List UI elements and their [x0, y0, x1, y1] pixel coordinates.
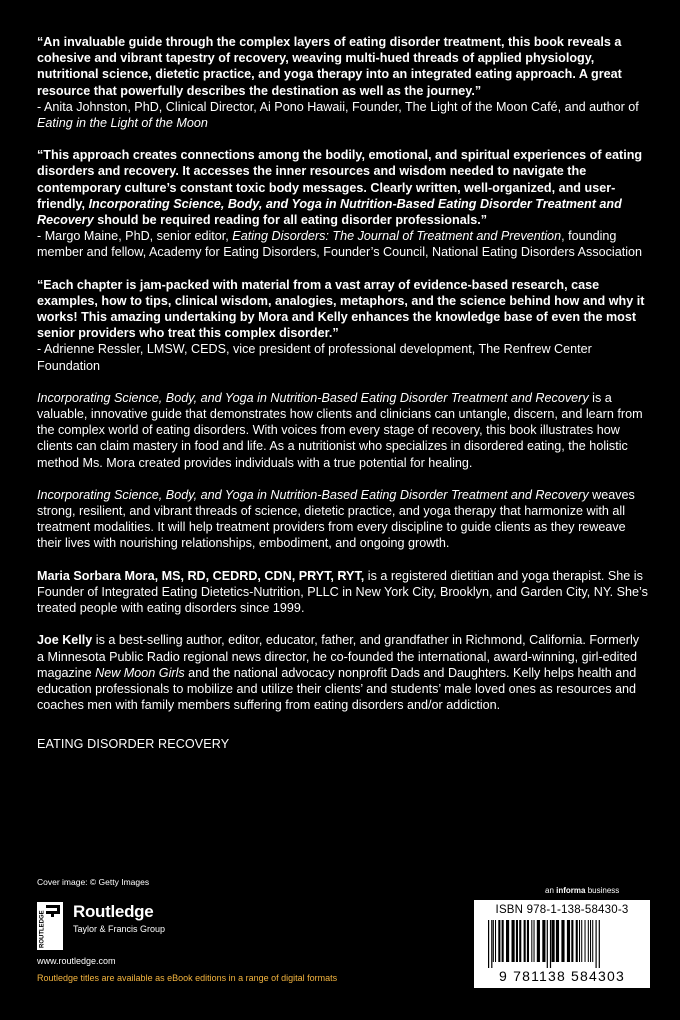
routledge-logo-icon — [37, 902, 63, 950]
author-bio-text: is a registered dietitian and yoga therapist. She is Founder of Integrated Eating Dietetics-Nutrition, PLLC in New York City, Brooklyn, and Garden City, NY. She’s treated people with eating disorders since 1999. — [37, 568, 648, 616]
blurb-quote — [37, 148, 642, 227]
publisher-group: Taylor & Francis Group — [73, 924, 166, 934]
book-title: Incorporating Science, Body, and Yoga in Nutrition-Based Eating Disorder Treatment and Recovery — [37, 390, 589, 405]
quote-book-title: Incorporating Science, Body, and Yoga in Nutrition-Based Eating Disorder Treatment and Recovery — [37, 196, 622, 228]
attribution-journal-title: Eating Disorders: The Journal of Treatment and Prevention — [232, 229, 562, 244]
blurb-attribution — [37, 229, 642, 259]
informa-prefix: an — [545, 886, 557, 895]
author-bio-text-end: and the national advocacy nonprofit Dads and Daughters. Kelly helps health and education professionals to mobilize and utilize their clients’ and students’ male loved ones as resources and coaches men with family members suffering from eating disorders and/or addiction. — [37, 665, 637, 713]
blurb-quote: “Each chapter is jam-packed with material from a vast array of evidence-based research, case examples, how to tips, clinical wisdom, analogies, metaphors, and the science behind how and why it works! This amazing undertaking by Mora and Kelly enhances the knowledge base of even the most senior providers who treat this complex disorder.” — [37, 277, 645, 341]
attribution-text: - Margo Maine, PhD, senior editor, — [37, 229, 233, 244]
barcode-icon — [486, 920, 638, 968]
ebook-availability-note: Routledge titles are available as eBook editions in a range of digital formats — [37, 973, 338, 983]
informa-brand: informa — [556, 886, 586, 895]
quote-text: “This approach creates connections among the bodily, emotional, and spiritual experiences of eating disorders and recovery. It accesses the inner resources and wisdom needed to navigate the contemporary culture’s constant toxic body messages. Clearly written, well-organized, and user-friendly, — [37, 148, 643, 211]
isbn-digits: 9 781138 584303 — [499, 968, 625, 984]
back-cover-text — [37, 34, 649, 751]
category-label: EATING DISORDER RECOVERY — [37, 737, 230, 752]
isbn-label: ISBN 978-1-138-58430-3 — [495, 904, 629, 916]
cover-image-credit: Cover image: © Getty Images — [37, 877, 150, 887]
attribution-text: - Anita Johnston, PhD, Clinical Director, Ai Pono Hawaii, Founder, The Light of the Moon Café, and author of — [37, 99, 639, 114]
author-bio-mora — [37, 568, 649, 617]
blurb-attribution: - Adrienne Ressler, LMSW, CEDS, vice president of professional development, The Renfrew Center Foundation — [37, 342, 592, 373]
author-bio-text: is a best-selling author, editor, educator, father, and grandfather in Richmond, California. Formerly a Minnesota Public Radio regional news director, he co-founded the international, award-winning, girl-edited magazine — [37, 633, 640, 680]
description-paragraph-1 — [37, 390, 649, 471]
blurb-3 — [37, 277, 649, 374]
book-title: Incorporating Science, Body, and Yoga in Nutrition-Based Eating Disorder Treatment and Recovery — [37, 487, 589, 502]
blurb-quote: “An invaluable guide through the complex layers of eating disorder treatment, this book reveals a cohesive and vibrant tapestry of recovery, weaving multi-hued threads of applied physiology, nutritional science, dietetic practice, and yoga therapy into an integrated eating approach. A great resource that powerfully describes the destination as well as the journey.” — [37, 35, 622, 98]
attribution-text-end: , founding member and fellow, Academy for Eating Disorders, Founder’s Council, National Eating Disorders Association — [37, 229, 643, 260]
isbn-barcode — [474, 900, 650, 988]
author-name: Joe Kelly — [37, 633, 93, 648]
publisher-name: Routledge — [73, 902, 154, 921]
attribution-book-title: Eating in the Light of the Moon — [37, 116, 208, 131]
blurb-2 — [37, 147, 649, 260]
description-paragraph-2 — [37, 487, 649, 552]
author-name: Maria Sorbara Mora, MS, RD, CEDRD, CDN, PRYT, RYT, — [37, 568, 365, 583]
quote-text-end: should be required reading for all eating disorder professionals.” — [93, 213, 487, 228]
informa-business-label — [545, 886, 619, 895]
magazine-title: New Moon Girls — [95, 665, 185, 680]
blurb-1 — [37, 34, 649, 131]
description-text: is a valuable, innovative guide that demonstrates how clients and clinicians can untangle, discern, and learn from the complex world of eating disorders. With voices from every stage of recovery, this book illustrates how clients can claim mastery in food and life. As a nutritionist who specializes in disordered eating, the holistic method Ms. Mora created provides individuals with a true potential for healing. — [37, 390, 643, 470]
author-bio-kelly — [37, 632, 649, 713]
informa-suffix: business — [585, 886, 620, 895]
routledge-logo-text: ROUTLEDGE — [39, 910, 46, 948]
description-text: weaves strong, resilient, and vibrant threads of science, dietetic practice, and yoga therapy that harmonize with all treatment modalities. It will help treatment providers from every discipline to guide clients as they reweave their lives with nourishing relationships, embodiment, and ongoing growth. — [37, 487, 635, 551]
publisher-url: www.routledge.com — [37, 956, 116, 966]
blurb-attribution — [37, 100, 639, 130]
publisher-block — [37, 900, 237, 966]
